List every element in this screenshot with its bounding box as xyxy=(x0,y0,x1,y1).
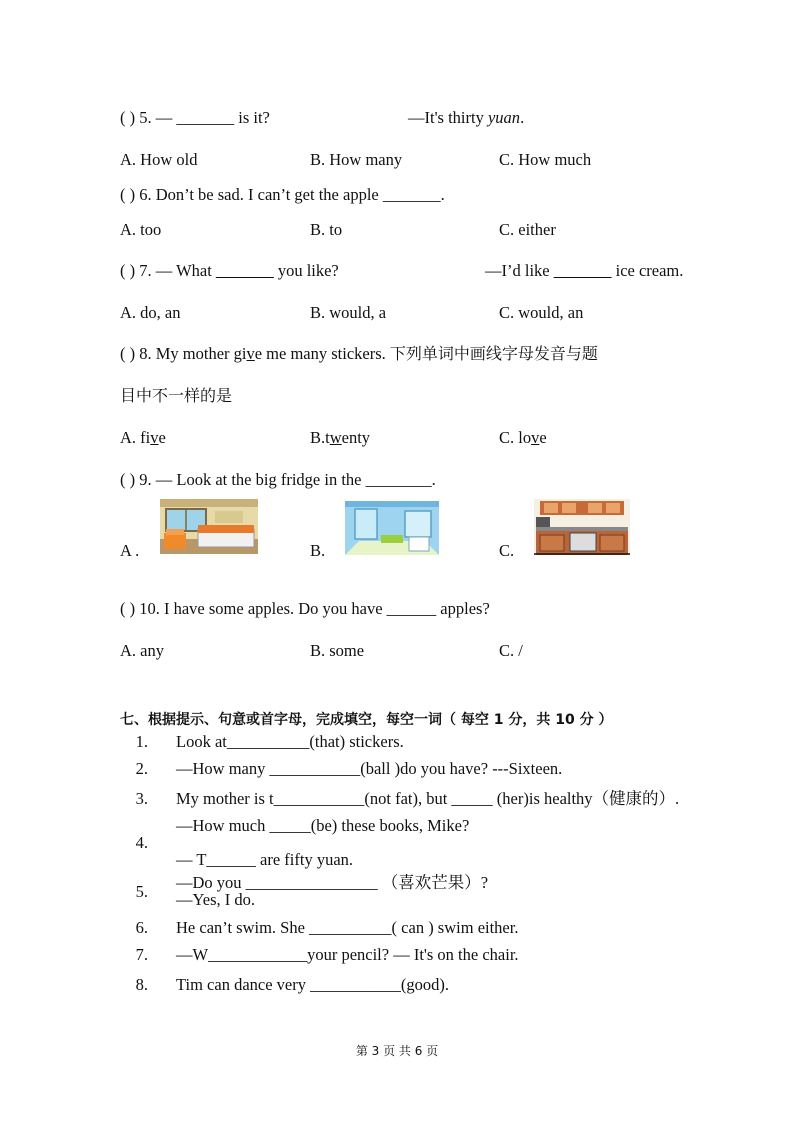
q10-line: ( ) 10. I have some apples. Do you have ______ apples? xyxy=(120,599,490,618)
q8-line-2: 目中不一样的是 xyxy=(120,386,233,405)
item-5-line-1[interactable]: —Do you ________________ （喜欢芒果）? xyxy=(176,873,489,892)
item-2-number: 2. xyxy=(135,759,148,778)
item-8-number: 8. xyxy=(135,975,148,994)
q5-option-b[interactable]: B. How many xyxy=(310,150,403,169)
item-1-number: 1. xyxy=(135,732,148,751)
item-3-number: 3. xyxy=(135,789,148,808)
page-footer: 第 3 页 共 6 页 xyxy=(355,1044,439,1058)
q7-blank-2[interactable]: _______ xyxy=(553,261,612,280)
item-4-line-1[interactable]: —How much _____(be) these books, Mike? xyxy=(176,816,470,835)
q5-option-c[interactable]: C. How much xyxy=(499,150,592,169)
item-6-text[interactable]: He can’t swim. She __________( can ) swim either. xyxy=(176,918,519,937)
q7-line: ( ) 7. — What _______ you like? xyxy=(120,261,339,280)
item-4-line-2[interactable]: — T______ are fifty yuan. xyxy=(176,850,354,869)
q8-option-c[interactable]: C. love xyxy=(499,428,547,447)
q7-answer: —I’d like _______ ice cream. xyxy=(485,261,684,280)
q6-option-a[interactable]: A. too xyxy=(120,220,162,239)
q5-line: ( ) 5. — _______ is it? xyxy=(120,108,270,127)
q8-option-a[interactable]: A. five xyxy=(120,428,166,447)
kitchen-image[interactable] xyxy=(534,499,630,555)
q8-option-b[interactable]: B.twenty xyxy=(310,428,371,447)
item-6-number: 6. xyxy=(135,918,148,937)
section-7-title: 七、根据提示、句意或首字母，完成填空，每空一词（ 每空 1 分，共 10 分 ） xyxy=(120,712,613,728)
item-7-text[interactable]: —W____________your pencil? — It's on the chair. xyxy=(176,945,519,964)
q6-line: ( ) 6. Don’t be sad. I can’t get the apple _______. xyxy=(120,185,445,204)
q5-blank[interactable]: _______ xyxy=(176,108,235,127)
item-4-number: 4. xyxy=(135,833,148,852)
q7-option-c[interactable]: C. would, an xyxy=(499,303,584,322)
q7-option-b[interactable]: B. would, a xyxy=(310,303,387,322)
bedroom-image[interactable] xyxy=(160,499,258,554)
item-7-number: 7. xyxy=(135,945,148,964)
q5-option-a[interactable]: A. How old xyxy=(120,150,198,169)
q8-line: ( ) 8. My mother give me many stickers. 下列单词中画线字母发音与题 xyxy=(120,344,598,363)
item-5-line-2: —Yes, I do. xyxy=(176,890,256,909)
q9-option-b[interactable]: B. xyxy=(310,541,326,560)
q9-option-a[interactable]: A . xyxy=(120,541,140,560)
q7-blank-1[interactable]: _______ xyxy=(215,261,274,280)
q10-option-c[interactable]: C. / xyxy=(499,641,523,660)
q9-line: ( ) 9. — Look at the big fridge in the ________. xyxy=(120,470,436,489)
q7-option-a[interactable]: A. do, an xyxy=(120,303,181,322)
item-3-text[interactable]: My mother is t___________(not fat), but _____ (her)is healthy（健康的）. xyxy=(176,789,680,808)
q6-option-b[interactable]: B. to xyxy=(310,220,343,239)
q10-option-a[interactable]: A. any xyxy=(120,641,164,660)
q10-option-b[interactable]: B. some xyxy=(310,641,365,660)
bathroom-image[interactable] xyxy=(345,501,439,555)
item-8-text[interactable]: Tim can dance very ___________(good). xyxy=(176,975,449,994)
q6-option-c[interactable]: C. either xyxy=(499,220,556,239)
q5-answer: —It's thirty yuan. xyxy=(408,108,525,127)
q9-option-c[interactable]: C. xyxy=(499,541,515,560)
item-5-number: 5. xyxy=(135,882,148,901)
item-2-text[interactable]: —How many ___________(ball )do you have? ---Sixteen. xyxy=(176,759,563,778)
item-1-text[interactable]: Look at__________(that) stickers. xyxy=(176,732,404,751)
